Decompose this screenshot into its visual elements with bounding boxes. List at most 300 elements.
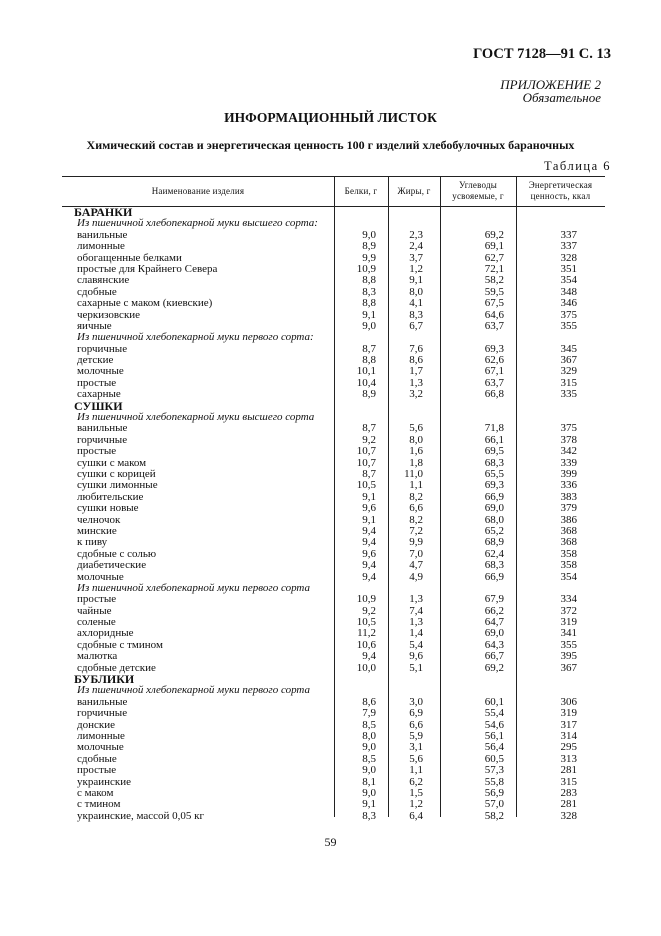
- energy-value: 351: [560, 262, 577, 275]
- energy-value: 329: [560, 365, 577, 378]
- protein-value: 9,1: [362, 308, 376, 321]
- subheading-row: [62, 685, 605, 696]
- carbs-value: 64,3: [484, 638, 504, 651]
- fat-value: 3,0: [409, 695, 423, 708]
- protein-value: 8,8: [362, 354, 376, 367]
- product-name: Из пшеничной хлебопекарной муки первого сорта:: [77, 331, 314, 344]
- header-energy-line2: ценность, ккал: [530, 191, 591, 201]
- table-row: [62, 731, 605, 742]
- product-name: сушки с маком: [77, 456, 147, 469]
- product-name: БУБЛИКИ: [74, 672, 135, 687]
- energy-value: 368: [560, 536, 577, 549]
- carbs-value: 64,6: [484, 308, 504, 321]
- table-row: [62, 378, 605, 389]
- product-name: сушки новые: [77, 502, 139, 515]
- product-name: яичные: [77, 319, 112, 332]
- protein-value: 11,2: [357, 627, 376, 640]
- energy-value: 328: [560, 251, 577, 264]
- carbs-value: 56,1: [484, 729, 504, 742]
- protein-value: 9,2: [362, 433, 376, 446]
- table-row: [62, 230, 605, 241]
- energy-value: 314: [560, 729, 577, 742]
- fat-value: 1,5: [409, 786, 423, 799]
- fat-value: 1,3: [409, 593, 423, 606]
- protein-value: 10,1: [356, 365, 376, 378]
- fat-value: 8,3: [409, 308, 423, 321]
- table-row: [62, 560, 605, 571]
- protein-value: 8,0: [362, 729, 376, 742]
- subheading-row: [62, 412, 605, 423]
- fat-value: 8,0: [409, 285, 423, 298]
- product-name: лимонные: [77, 729, 125, 742]
- product-name: простые: [77, 593, 117, 606]
- table-row: [62, 663, 605, 674]
- product-name: сдобные с тмином: [77, 638, 163, 651]
- protein-value: 8,9: [362, 388, 376, 401]
- protein-value: 10,5: [356, 616, 376, 629]
- product-name: сдобные: [77, 752, 117, 765]
- fat-value: 5,9: [409, 729, 423, 742]
- product-name: горчичные: [77, 433, 128, 446]
- fat-value: 7,6: [409, 342, 423, 355]
- product-name: простые: [77, 445, 117, 458]
- fat-value: 6,6: [409, 502, 423, 515]
- table-row: [62, 264, 605, 275]
- table-row: [62, 503, 605, 514]
- protein-value: 9,0: [362, 228, 376, 241]
- table-row: [62, 515, 605, 526]
- page-subtitle: Химический состав и энергетическая ценность 100 г изделий хлебобулочных бараночных: [86, 138, 575, 152]
- header-energy: [516, 176, 605, 206]
- product-name: сушки с корицей: [77, 467, 156, 480]
- fat-value: 1,3: [409, 376, 423, 389]
- energy-value: 386: [560, 513, 577, 526]
- carbs-value: 57,3: [484, 764, 504, 777]
- product-name: молочные: [77, 365, 124, 378]
- energy-value: 342: [560, 445, 577, 458]
- page-number: 59: [324, 835, 337, 849]
- carbs-value: 68,0: [484, 513, 504, 526]
- fat-value: 7,4: [409, 604, 423, 617]
- fat-value: 8,2: [409, 513, 423, 526]
- product-name: Из пшеничной хлебопекарной муки первого сорта: [77, 684, 311, 697]
- table-row: [62, 275, 605, 286]
- product-name: славянские: [77, 274, 130, 287]
- fat-value: 1,2: [409, 262, 423, 275]
- carbs-value: 56,4: [484, 741, 504, 754]
- fat-value: 4,9: [409, 570, 423, 583]
- table-row: [62, 788, 605, 799]
- energy-value: 281: [560, 798, 577, 811]
- product-name: сахарные: [77, 388, 121, 401]
- fat-value: 6,7: [409, 319, 423, 332]
- fat-value: 5,6: [409, 422, 423, 435]
- product-name: черкизовские: [77, 308, 141, 321]
- header-carbs-line1: Углеводы: [459, 180, 497, 190]
- table-row: [62, 355, 605, 366]
- carbs-value: 58,2: [484, 274, 504, 287]
- protein-value: 9,4: [362, 559, 376, 572]
- energy-value: 283: [560, 786, 577, 799]
- carbs-value: 69,1: [484, 240, 504, 253]
- energy-value: 367: [560, 661, 577, 674]
- product-name: простые: [77, 376, 117, 389]
- fat-value: 5,6: [409, 752, 423, 765]
- protein-value: 7,9: [362, 707, 376, 720]
- header-protein: Белки, г: [344, 185, 378, 196]
- carbs-value: 69,0: [484, 502, 504, 515]
- product-name: простые для Крайнего Севера: [77, 262, 218, 275]
- fat-value: 6,2: [409, 775, 423, 788]
- table-row: [62, 423, 605, 434]
- fat-value: 1,7: [409, 365, 423, 378]
- product-name: сдобные детские: [77, 661, 156, 674]
- fat-value: 5,4: [409, 638, 423, 651]
- table-row: [62, 344, 605, 355]
- protein-value: 9,4: [362, 650, 376, 663]
- carbs-value: 66,7: [484, 650, 504, 663]
- carbs-value: 71,8: [484, 422, 504, 435]
- protein-value: 9,6: [362, 502, 376, 515]
- table-row: [62, 241, 605, 252]
- energy-value: 295: [560, 741, 577, 754]
- subheading-row: [62, 583, 605, 594]
- product-name: украинские, массой 0,05 кг: [77, 809, 205, 822]
- protein-value: 8,1: [362, 775, 376, 788]
- header-carbs: [440, 176, 516, 206]
- carbs-value: 65,5: [484, 467, 504, 480]
- product-name: донские: [77, 718, 115, 731]
- energy-value: 315: [560, 376, 577, 389]
- protein-value: 9,2: [362, 604, 376, 617]
- protein-value: 8,7: [362, 342, 376, 355]
- fat-value: 9,1: [409, 274, 423, 287]
- protein-value: 10,4: [356, 376, 376, 389]
- product-name: соленые: [77, 616, 116, 629]
- product-name: сушки лимонные: [77, 479, 158, 492]
- carbs-value: 64,7: [484, 616, 504, 629]
- table-label: Таблица 6: [544, 159, 611, 173]
- table-body: [62, 207, 605, 822]
- header-carbs-line2: усвояемые, г: [452, 191, 504, 201]
- table-row: [62, 435, 605, 446]
- fat-value: 7,0: [409, 547, 423, 560]
- protein-value: 10,9: [356, 593, 376, 606]
- energy-value: 335: [560, 388, 577, 401]
- product-name: СУШКИ: [74, 398, 123, 413]
- carbs-value: 58,2: [484, 809, 504, 822]
- energy-value: 354: [560, 570, 577, 583]
- protein-value: 9,0: [362, 319, 376, 332]
- table-row: [62, 617, 605, 628]
- product-name: лимонные: [77, 240, 125, 253]
- protein-value: 8,7: [362, 467, 376, 480]
- protein-value: 8,3: [362, 809, 376, 822]
- energy-value: 336: [560, 479, 577, 492]
- table-row: [62, 754, 605, 765]
- protein-value: 8,8: [362, 297, 376, 310]
- product-name: к пиву: [77, 536, 108, 549]
- fat-value: 11,0: [404, 467, 423, 480]
- subheading-row: [62, 218, 605, 229]
- carbs-value: 66,9: [484, 570, 504, 583]
- product-name: украинские: [77, 775, 131, 788]
- table-row: [62, 492, 605, 503]
- product-name: Из пшеничной хлебопекарной муки первого сорта: [77, 581, 311, 594]
- fat-value: 4,7: [409, 559, 423, 572]
- protein-value: 9,1: [362, 490, 376, 503]
- product-name: Из пшеничной хлебопекарной муки высшего сорта:: [77, 217, 318, 230]
- product-name: ахлоридные: [77, 627, 134, 640]
- fat-value: 1,3: [409, 616, 423, 629]
- protein-value: 9,4: [362, 570, 376, 583]
- carbs-value: 66,1: [484, 433, 504, 446]
- energy-value: 375: [560, 308, 577, 321]
- table-row: [62, 651, 605, 662]
- table-row: [62, 765, 605, 776]
- carbs-value: 63,7: [484, 319, 504, 332]
- product-name: ванильные: [77, 695, 128, 708]
- protein-value: 10,0: [356, 661, 376, 674]
- subheading-row: [62, 332, 605, 343]
- table-row: [62, 697, 605, 708]
- protein-value: 10,6: [356, 638, 376, 651]
- composition-table: [62, 176, 605, 822]
- energy-value: 368: [560, 524, 577, 537]
- product-name: детские: [77, 354, 114, 367]
- standard-number: ГОСТ 7128—91 С. 13: [473, 46, 611, 62]
- fat-value: 1,8: [409, 456, 423, 469]
- energy-value: 355: [560, 638, 577, 651]
- energy-value: 341: [560, 627, 577, 640]
- protein-value: 9,4: [362, 524, 376, 537]
- energy-value: 383: [560, 490, 577, 503]
- energy-value: 346: [560, 297, 577, 310]
- product-name: горчичные: [77, 342, 128, 355]
- energy-value: 339: [560, 456, 577, 469]
- carbs-value: 69,3: [484, 479, 504, 492]
- energy-value: 315: [560, 775, 577, 788]
- product-name: ванильные: [77, 422, 128, 435]
- energy-value: 337: [560, 228, 577, 241]
- table-row: [62, 594, 605, 605]
- product-name: чайные: [77, 604, 112, 617]
- energy-value: 354: [560, 274, 577, 287]
- energy-value: 375: [560, 422, 577, 435]
- energy-value: 306: [560, 695, 577, 708]
- product-name: горчичные: [77, 707, 128, 720]
- product-name: простые: [77, 764, 117, 777]
- carbs-value: 72,1: [484, 262, 504, 275]
- energy-value: 345: [560, 342, 577, 355]
- protein-value: 9,1: [362, 798, 376, 811]
- carbs-value: 54,6: [484, 718, 504, 731]
- energy-value: 395: [560, 650, 577, 663]
- protein-value: 9,4: [362, 536, 376, 549]
- carbs-value: 62,6: [484, 354, 504, 367]
- carbs-value: 63,7: [484, 376, 504, 389]
- fat-value: 8,6: [409, 354, 423, 367]
- carbs-value: 59,5: [484, 285, 504, 298]
- table-row: [62, 742, 605, 753]
- protein-value: 9,1: [362, 513, 376, 526]
- fat-value: 2,4: [409, 240, 423, 253]
- product-name: челночок: [77, 513, 121, 526]
- carbs-value: 69,2: [484, 661, 504, 674]
- protein-value: 9,0: [362, 741, 376, 754]
- fat-value: 4,1: [409, 297, 423, 310]
- header-name: Наименование изделия: [151, 185, 245, 196]
- energy-value: 328: [560, 809, 577, 822]
- energy-value: 334: [560, 593, 577, 606]
- carbs-value: 68,9: [484, 536, 504, 549]
- fat-value: 6,6: [409, 718, 423, 731]
- carbs-value: 55,4: [484, 707, 504, 720]
- protein-value: 10,9: [356, 262, 376, 275]
- table-row: [62, 606, 605, 617]
- energy-value: 319: [560, 616, 577, 629]
- carbs-value: 68,3: [484, 559, 504, 572]
- fat-value: 6,4: [409, 809, 423, 822]
- table-row: [62, 389, 605, 400]
- table-row: [62, 310, 605, 321]
- energy-value: 367: [560, 354, 577, 367]
- product-name: минские: [77, 524, 117, 537]
- carbs-value: 69,0: [484, 627, 504, 640]
- protein-value: 9,9: [362, 251, 376, 264]
- product-name: молочные: [77, 570, 124, 583]
- carbs-value: 69,5: [484, 445, 504, 458]
- protein-value: 10,5: [356, 479, 376, 492]
- appendix-label: [500, 78, 601, 104]
- carbs-value: 56,9: [484, 786, 504, 799]
- fat-value: 9,9: [409, 536, 423, 549]
- energy-value: 358: [560, 547, 577, 560]
- product-name: ванильные: [77, 228, 128, 241]
- protein-value: 8,7: [362, 422, 376, 435]
- energy-value: 355: [560, 319, 577, 332]
- protein-value: 8,5: [362, 752, 376, 765]
- protein-value: 9,6: [362, 547, 376, 560]
- product-name: Из пшеничной хлебопекарной муки высшего сорта: [77, 411, 315, 424]
- table-row: [62, 811, 605, 822]
- carbs-value: 57,0: [484, 798, 504, 811]
- energy-value: 358: [560, 559, 577, 572]
- fat-value: 7,2: [409, 524, 423, 537]
- carbs-value: 60,1: [484, 695, 504, 708]
- product-name: сдобные с солью: [77, 547, 157, 560]
- header-fat: Жиры, г: [397, 185, 431, 196]
- carbs-value: 69,2: [484, 228, 504, 241]
- energy-value: 337: [560, 240, 577, 253]
- table-row: [62, 777, 605, 788]
- carbs-value: 68,3: [484, 456, 504, 469]
- fat-value: 6,9: [409, 707, 423, 720]
- product-name: сахарные с маком (киевские): [77, 297, 213, 310]
- protein-value: 8,5: [362, 718, 376, 731]
- table-row: [62, 446, 605, 457]
- table-row: [62, 708, 605, 719]
- product-name: с маком: [77, 786, 114, 799]
- fat-value: 1,6: [409, 445, 423, 458]
- table-row: [62, 799, 605, 810]
- carbs-value: 66,2: [484, 604, 504, 617]
- fat-value: 3,7: [409, 251, 423, 264]
- product-name: диабетические: [77, 559, 147, 572]
- fat-value: 2,3: [409, 228, 423, 241]
- energy-value: 399: [560, 467, 577, 480]
- energy-value: 372: [560, 604, 577, 617]
- fat-value: 3,1: [409, 741, 423, 754]
- table-row: [62, 366, 605, 377]
- energy-value: 313: [560, 752, 577, 765]
- table-row: [62, 480, 605, 491]
- carbs-value: 67,1: [484, 365, 504, 378]
- energy-value: 348: [560, 285, 577, 298]
- fat-value: 5,1: [409, 661, 423, 674]
- protein-value: 9,0: [362, 764, 376, 777]
- table-row: [62, 640, 605, 651]
- table-row: [62, 720, 605, 731]
- carbs-value: 66,9: [484, 490, 504, 503]
- carbs-value: 65,2: [484, 524, 504, 537]
- page-title: ИНФОРМАЦИОННЫЙ ЛИСТОК: [224, 110, 437, 125]
- protein-value: 10,7: [356, 445, 376, 458]
- fat-value: 1,4: [409, 627, 423, 640]
- fat-value: 1,1: [409, 764, 423, 777]
- protein-value: 8,9: [362, 240, 376, 253]
- product-name: обогащенные белками: [77, 251, 182, 264]
- appendix-type: Обязательное: [522, 90, 601, 105]
- table-row: [62, 526, 605, 537]
- protein-value: 9,0: [362, 786, 376, 799]
- carbs-value: 62,7: [484, 251, 504, 264]
- carbs-value: 69,3: [484, 342, 504, 355]
- protein-value: 8,8: [362, 274, 376, 287]
- table-row: [62, 298, 605, 309]
- product-name: любительские: [77, 490, 144, 503]
- product-name: молочные: [77, 741, 124, 754]
- fat-value: 3,2: [409, 388, 423, 401]
- protein-value: 8,3: [362, 285, 376, 298]
- carbs-value: 62,4: [484, 547, 504, 560]
- fat-value: 1,2: [409, 798, 423, 811]
- header-energy-line1: Энергетическая: [528, 180, 593, 190]
- protein-value: 10,7: [356, 456, 376, 469]
- energy-value: 317: [560, 718, 577, 731]
- energy-value: 281: [560, 764, 577, 777]
- fat-value: 1,1: [409, 479, 423, 492]
- fat-value: 9,6: [409, 650, 423, 663]
- fat-value: 8,0: [409, 433, 423, 446]
- carbs-value: 67,9: [484, 593, 504, 606]
- energy-value: 378: [560, 433, 577, 446]
- carbs-value: 60,5: [484, 752, 504, 765]
- table-row: [62, 537, 605, 548]
- fat-value: 8,2: [409, 490, 423, 503]
- product-name: сдобные: [77, 285, 117, 298]
- energy-value: 319: [560, 707, 577, 720]
- product-name: БАРАНКИ: [74, 205, 133, 219]
- protein-value: 8,6: [362, 695, 376, 708]
- energy-value: 379: [560, 502, 577, 515]
- appendix-title: ПРИЛОЖЕНИЕ 2: [500, 77, 601, 92]
- carbs-value: 67,5: [484, 297, 504, 310]
- carbs-value: 55,8: [484, 775, 504, 788]
- product-name: с тмином: [77, 798, 121, 811]
- carbs-value: 66,8: [484, 388, 504, 401]
- product-name: малютка: [77, 650, 118, 663]
